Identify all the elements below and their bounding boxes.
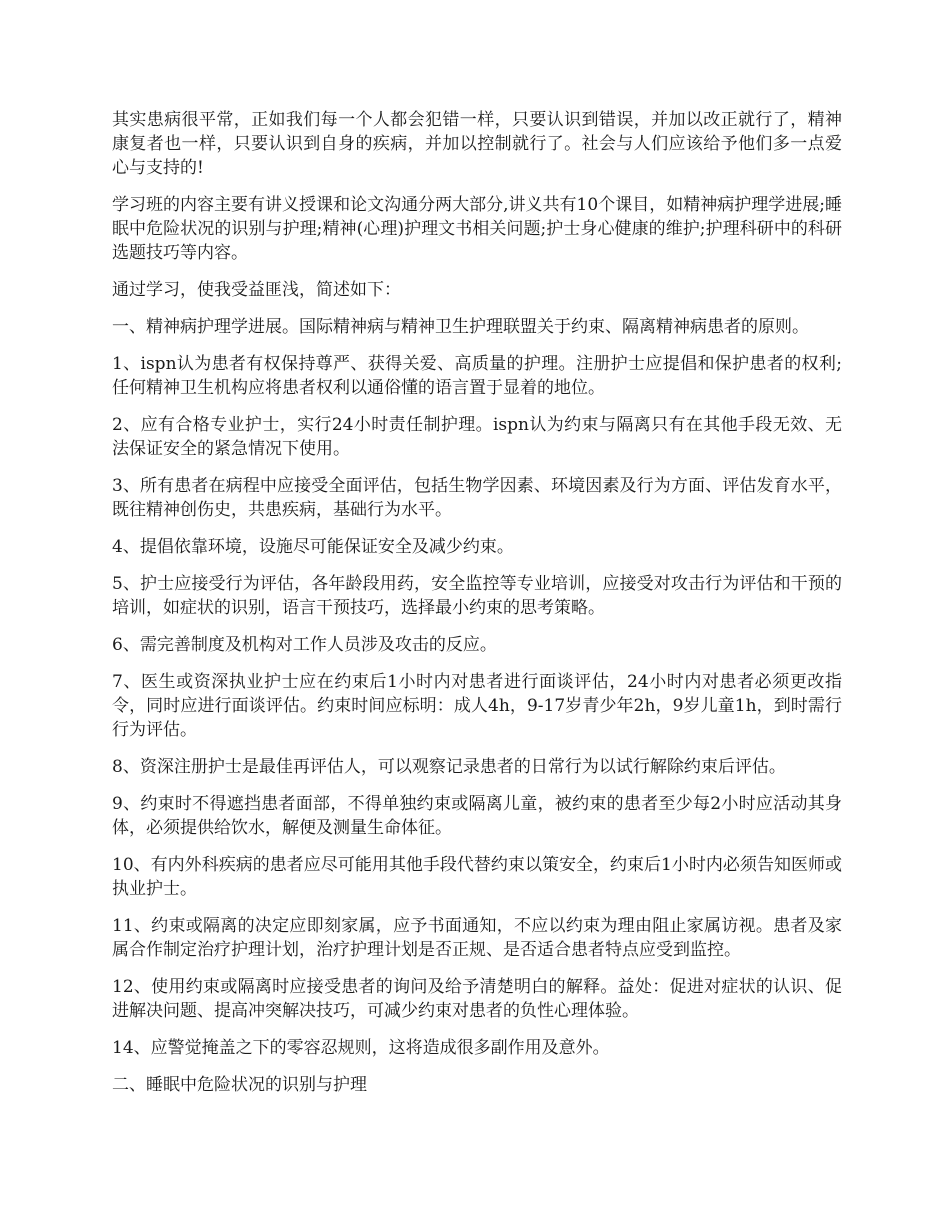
section-heading-2: 二、睡眠中危险状况的识别与护理 [112, 1075, 367, 1095]
list-item-10: 10、有内外科疾病的患者应尽可能用其他手段代替约束以策安全，约束后1小时内必须告知医师或执业护士。 [112, 855, 842, 899]
list-item-4: 4、提倡依靠环境，设施尽可能保证安全及减少约束。 [112, 537, 514, 557]
paragraph-summary-lead: 通过学习，使我受益匪浅，简述如下： [112, 280, 401, 300]
paragraph-intro: 其实患病很平常，正如我们每一个人都会犯错一样，只要认识到错误，并加以改正就行了，精神康复者也一样，只要认识到自身的疾病，并加以控制就行了。社会与人们应该给予他们多一点爱心与支持的! [112, 110, 842, 178]
list-item-5: 5、护士应接受行为评估，各年龄段用药，安全监控等专业培训，应接受对攻击行为评估和干预的培训，如症状的识别，语言干预技巧，选择最小约束的思考策略。 [112, 574, 842, 618]
paragraph-course-content: 学习班的内容主要有讲义授课和论文沟通分两大部分,讲义共有10个课目，如精神病护理学进展;睡眠中危险状况的识别与护理;精神(心理)护理文书相关问题;护士身心健康的维护;护理科研中的科研选题技巧等内容。 [112, 195, 842, 263]
list-item-1: 1、ispn认为患者有权保持尊严、获得关爱、高质量的护理。注册护士应提倡和保护患者的权利;任何精神卫生机构应将患者权利以通俗懂的语言置于显着的地位。 [112, 354, 842, 398]
list-item-8: 8、资深注册护士是最佳再评估人，可以观察记录患者的日常行为以试行解除约束后评估。 [112, 757, 786, 777]
document-body [112, 108, 842, 1110]
list-item-7: 7、医生或资深执业护士应在约束后1小时内对患者进行面谈评估，24小时内对患者必须更改指令，同时应进行面谈评估。约束时间应标明：成人4h，9-17岁青少年2h，9岁儿童1h，到时需行行为评估。 [112, 672, 842, 740]
section-heading-1: 一、精神病护理学进展。国际精神病与精神卫生护理联盟关于约束、隔离精神病患者的原则。 [112, 317, 809, 337]
list-item-14: 14、应警觉掩盖之下的零容忍规则，这将造成很多副作用及意外。 [112, 1038, 610, 1058]
list-item-3: 3、所有患者在病程中应接受全面评估，包括生物学因素、环境因素及行为方面、评估发育水平，既往精神创伤史，共患疾病，基础行为水平。 [112, 476, 842, 520]
list-item-12: 12、使用约束或隔离时应接受患者的询问及给予清楚明白的解释。益处：促进对症状的认识、促进解决问题、提高冲突解决技巧，可减少约束对患者的负性心理体验。 [112, 977, 842, 1021]
list-item-6: 6、需完善制度及机构对工作人员涉及攻击的反应。 [112, 635, 497, 655]
list-item-2: 2、应有合格专业护士，实行24小时责任制护理。ispn认为约束与隔离只有在其他手段无效、无法保证安全的紧急情况下使用。 [112, 415, 842, 459]
list-item-9: 9、约束时不得遮挡患者面部，不得单独约束或隔离儿童，被约束的患者至少每2小时应活动其身体，必须提供给饮水，解便及测量生命体征。 [112, 794, 842, 838]
list-item-11: 11、约束或隔离的决定应即刻家属，应予书面通知，不应以约束为理由阻止家属访视。患者及家属合作制定治疗护理计划，治疗护理计划是否正规、是否适合患者特点应受到监控。 [112, 916, 842, 960]
